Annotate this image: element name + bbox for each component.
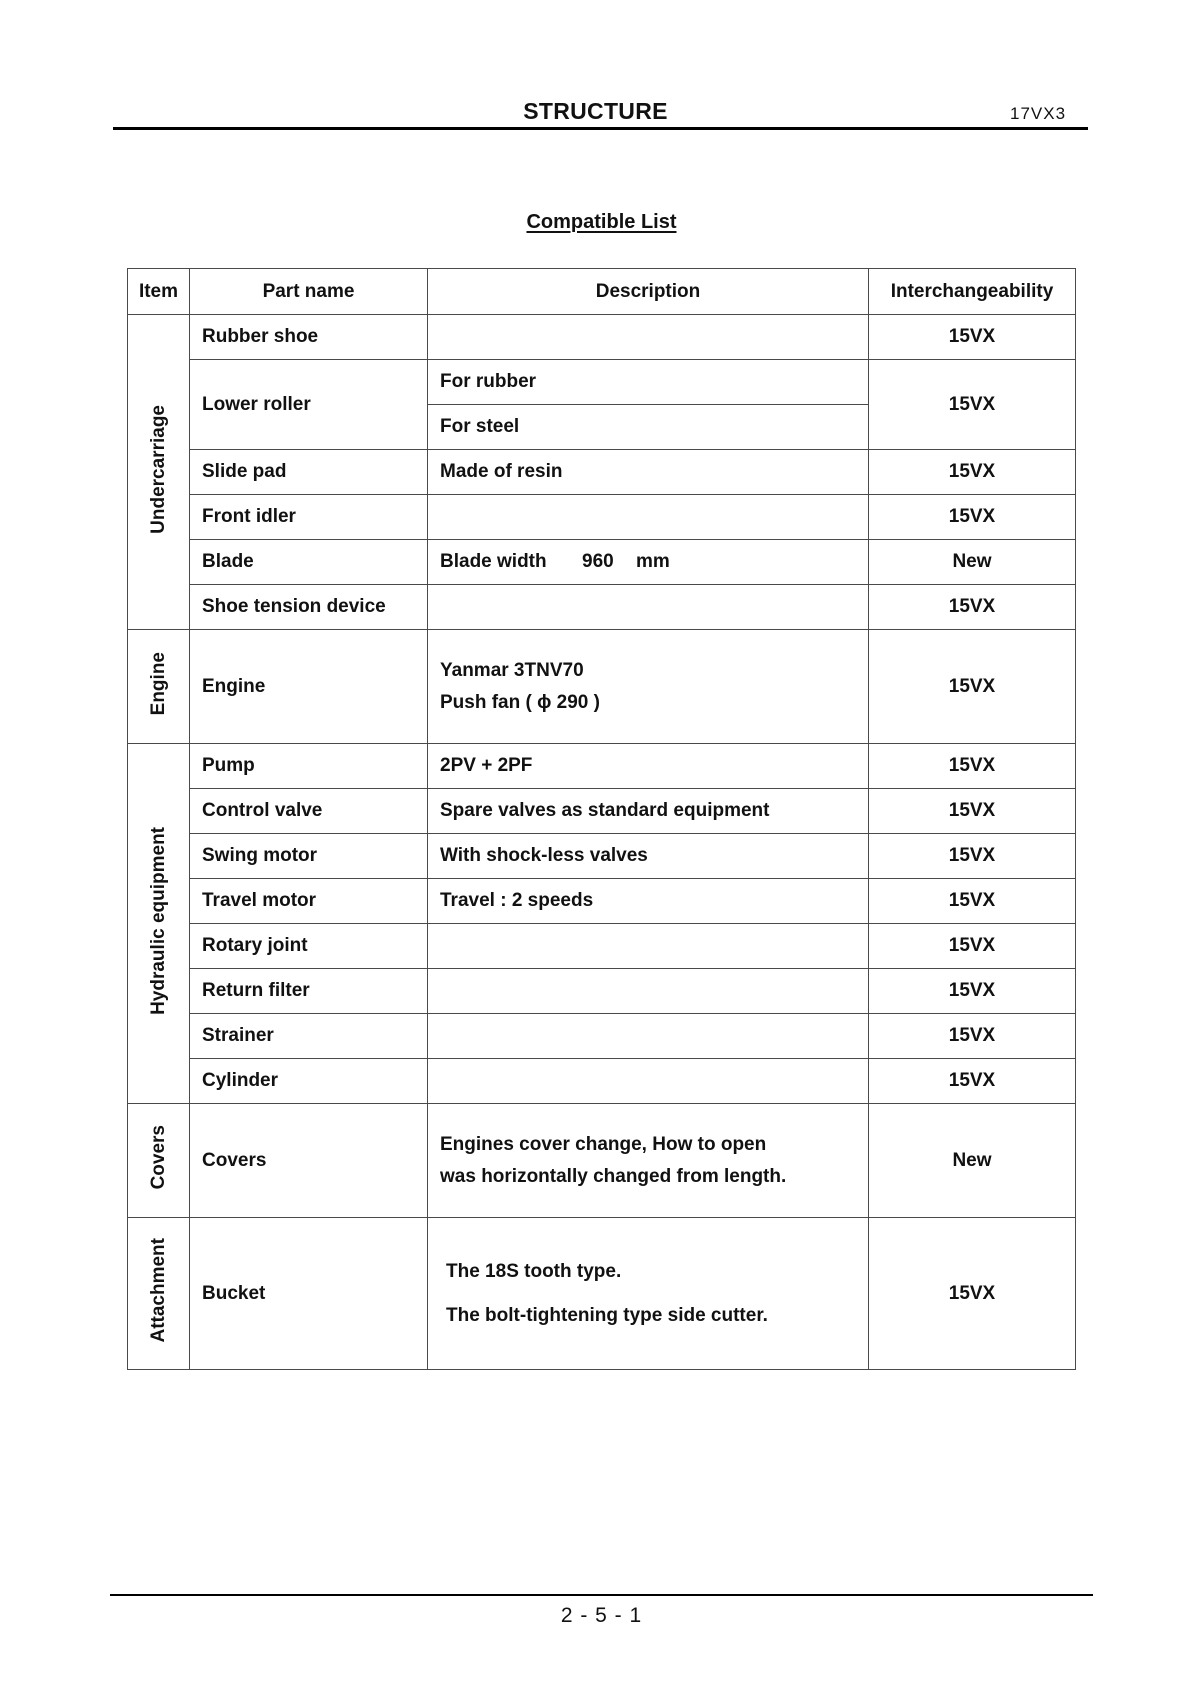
interchangeability-cell: 15VX (869, 744, 1076, 789)
group-label-undercarriage: Undercarriage (147, 404, 169, 534)
part-name-cell: Bucket (190, 1218, 428, 1370)
description-line: Engines cover change, How to open (440, 1134, 767, 1156)
interchangeability-cell: 15VX (869, 1059, 1076, 1104)
description-cell (428, 1059, 869, 1104)
description-cell (428, 585, 869, 630)
part-name-cell: Rotary joint (190, 924, 428, 969)
interchangeability-cell: New (869, 1104, 1076, 1218)
interchangeability-cell: 15VX (869, 495, 1076, 540)
group-cell-engine (128, 630, 190, 744)
table-row (128, 969, 1076, 1014)
description-line: The bolt-tightening type side cutter. (446, 1304, 768, 1326)
interchangeability-cell: 15VX (869, 834, 1076, 879)
description-cell (428, 924, 869, 969)
part-name-cell: Slide pad (190, 450, 428, 495)
model-code: 17VX3 (1010, 104, 1067, 123)
blade-width-unit: mm (636, 551, 670, 572)
table-row (128, 789, 1076, 834)
description-cell: 2PV + 2PF (428, 744, 869, 789)
interchangeability-cell: 15VX (869, 585, 1076, 630)
table-row (128, 1059, 1076, 1104)
table-row (128, 1014, 1076, 1059)
table-row (128, 834, 1076, 879)
interchangeability-cell: 15VX (869, 789, 1076, 834)
table-header-row (128, 269, 1076, 315)
page-number: 2 - 5 - 1 (560, 1604, 643, 1627)
description-cell: For rubber (428, 360, 869, 405)
description-line: was horizontally changed from length. (440, 1165, 787, 1187)
column-header-description: Description (428, 269, 869, 315)
list-title: Compatible List (526, 211, 677, 233)
column-header-part-name: Part name (190, 269, 428, 315)
header-divider (113, 127, 1088, 130)
description-cell (428, 315, 869, 360)
description-cell (428, 1014, 869, 1059)
part-name-cell: Blade (190, 540, 428, 585)
group-cell-attachment (128, 1218, 190, 1370)
interchangeability-cell: 15VX (869, 1014, 1076, 1059)
blade-width-label: Blade width (440, 551, 547, 572)
description-line: The 18S tooth type. (446, 1260, 622, 1282)
part-name-cell: Lower roller (190, 360, 428, 450)
description-cell: Made of resin (428, 450, 869, 495)
part-name-cell: Engine (190, 630, 428, 744)
table-row (128, 585, 1076, 630)
part-name-cell: Front idler (190, 495, 428, 540)
interchangeability-cell: New (869, 540, 1076, 585)
part-name-cell: Return filter (190, 969, 428, 1014)
description-cell (428, 540, 869, 585)
description-line: Yanmar 3TNV70 (440, 660, 584, 682)
part-name-cell: Pump (190, 744, 428, 789)
interchangeability-cell: 15VX (869, 450, 1076, 495)
group-label-attachment: Attachment (147, 1238, 169, 1343)
table-row (128, 1104, 1076, 1218)
blade-width-value: 960 (582, 551, 614, 572)
part-name-cell: Strainer (190, 1014, 428, 1059)
group-label-hydraulic: Hydraulic equipment (147, 826, 169, 1015)
group-cell-covers (128, 1104, 190, 1218)
interchangeability-cell: 15VX (869, 879, 1076, 924)
interchangeability-cell: 15VX (869, 924, 1076, 969)
interchangeability-cell: 15VX (869, 969, 1076, 1014)
group-cell-undercarriage (128, 315, 190, 630)
table-row (128, 1218, 1076, 1370)
table-row (128, 360, 1076, 405)
description-cell: Spare valves as standard equipment (428, 789, 869, 834)
part-name-cell: Rubber shoe (190, 315, 428, 360)
interchangeability-cell: 15VX (869, 630, 1076, 744)
description-cell (428, 630, 869, 744)
table-row (128, 630, 1076, 744)
description-cell: For steel (428, 405, 869, 450)
part-name-cell: Cylinder (190, 1059, 428, 1104)
part-name-cell: Control valve (190, 789, 428, 834)
description-cell (428, 495, 869, 540)
description-cell (428, 1218, 869, 1370)
table-row (128, 315, 1076, 360)
description-cell: Travel : 2 speeds (428, 879, 869, 924)
table-row (128, 744, 1076, 789)
table-row (128, 924, 1076, 969)
group-cell-hydraulic (128, 744, 190, 1104)
table-row (128, 540, 1076, 585)
page-title: STRUCTURE (523, 98, 668, 124)
table-row (128, 879, 1076, 924)
table-row (128, 495, 1076, 540)
description-cell (428, 1104, 869, 1218)
interchangeability-cell: 15VX (869, 360, 1076, 450)
description-line: Push fan ( ϕ 290 ) (440, 691, 600, 713)
interchangeability-cell: 15VX (869, 1218, 1076, 1370)
footer-divider (110, 1594, 1093, 1596)
group-label-engine: Engine (147, 651, 169, 716)
part-name-cell: Shoe tension device (190, 585, 428, 630)
interchangeability-cell: 15VX (869, 315, 1076, 360)
part-name-cell: Swing motor (190, 834, 428, 879)
group-label-covers: Covers (147, 1125, 169, 1190)
column-header-item: Item (128, 269, 190, 315)
description-cell (428, 969, 869, 1014)
part-name-cell: Travel motor (190, 879, 428, 924)
table-row (128, 450, 1076, 495)
compatible-list-table (127, 268, 1076, 1370)
column-header-interchangeability: Interchangeability (869, 269, 1076, 315)
description-cell: With shock-less valves (428, 834, 869, 879)
part-name-cell: Covers (190, 1104, 428, 1218)
